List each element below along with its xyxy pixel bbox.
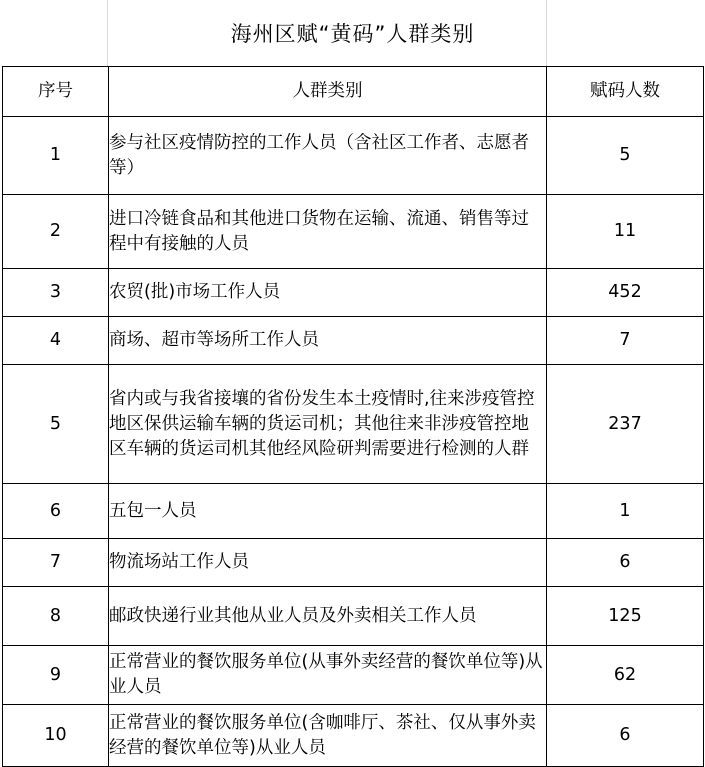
cell-count[interactable]: 11: [547, 195, 704, 269]
header-row: [3, 67, 704, 117]
cell-index[interactable]: 5: [3, 365, 109, 484]
cell-category[interactable]: 五包一人员: [109, 484, 547, 539]
cell-category[interactable]: 省内或与我省接壤的省份发生本土疫情时,往来涉疫管控地区保供运输车辆的货运司机；其他往来非涉疫管控地区车辆的货运司机其他经风险研判需要进行检测的人群: [109, 365, 547, 484]
cell-index[interactable]: 8: [3, 587, 109, 646]
sheet-title: 海州区赋“黄码”人群类别: [230, 22, 475, 46]
cell-count[interactable]: 6: [547, 705, 704, 767]
cell-index[interactable]: 9: [3, 646, 109, 705]
cell-category[interactable]: 物流场站工作人员: [109, 539, 547, 587]
cell-index[interactable]: 3: [3, 269, 109, 317]
cell-index[interactable]: 6: [3, 484, 109, 539]
table-row: [3, 195, 704, 269]
table-row: [3, 317, 704, 365]
cell-category[interactable]: 正常营业的餐饮服务单位(从事外卖经营的餐饮单位等)从业人员: [109, 646, 547, 705]
table-row: [3, 269, 704, 317]
table-row: [3, 484, 704, 539]
table-row: [3, 539, 704, 587]
cell-count[interactable]: 452: [547, 269, 704, 317]
category-table: [2, 66, 704, 767]
cell-count[interactable]: 62: [547, 646, 704, 705]
cell-count[interactable]: 125: [547, 587, 704, 646]
cell-count[interactable]: 1: [547, 484, 704, 539]
cell-category[interactable]: 正常营业的餐饮服务单位(含咖啡厅、茶社、仅从事外卖经营的餐饮单位等)从业人员: [109, 705, 547, 767]
table-row: [3, 646, 704, 705]
cell-index[interactable]: 7: [3, 539, 109, 587]
cell-category[interactable]: 参与社区疫情防控的工作人员（含社区工作者、志愿者等）: [109, 117, 547, 195]
cell-count[interactable]: 5: [547, 117, 704, 195]
cell-count[interactable]: 237: [547, 365, 704, 484]
cell-category[interactable]: 邮政快递行业其他从业人员及外卖相关工作人员: [109, 587, 547, 646]
cell-count[interactable]: 6: [547, 539, 704, 587]
cell-category[interactable]: 进口冷链食品和其他进口货物在运输、流通、销售等过程中有接触的人员: [109, 195, 547, 269]
header-index[interactable]: 序号: [3, 67, 109, 117]
cell-index[interactable]: 1: [3, 117, 109, 195]
table-row: [3, 587, 704, 646]
cell-count[interactable]: 7: [547, 317, 704, 365]
cell-category[interactable]: 商场、超市等场所工作人员: [109, 317, 547, 365]
table-row: [3, 117, 704, 195]
header-count[interactable]: 赋码人数: [547, 67, 704, 117]
cell-index[interactable]: 4: [3, 317, 109, 365]
cell-index[interactable]: 2: [3, 195, 109, 269]
cell-index[interactable]: 10: [3, 705, 109, 767]
cell-category[interactable]: 农贸(批)市场工作人员: [109, 269, 547, 317]
header-category[interactable]: 人群类别: [109, 67, 547, 117]
table-row: [3, 365, 704, 484]
table-row: [3, 705, 704, 767]
